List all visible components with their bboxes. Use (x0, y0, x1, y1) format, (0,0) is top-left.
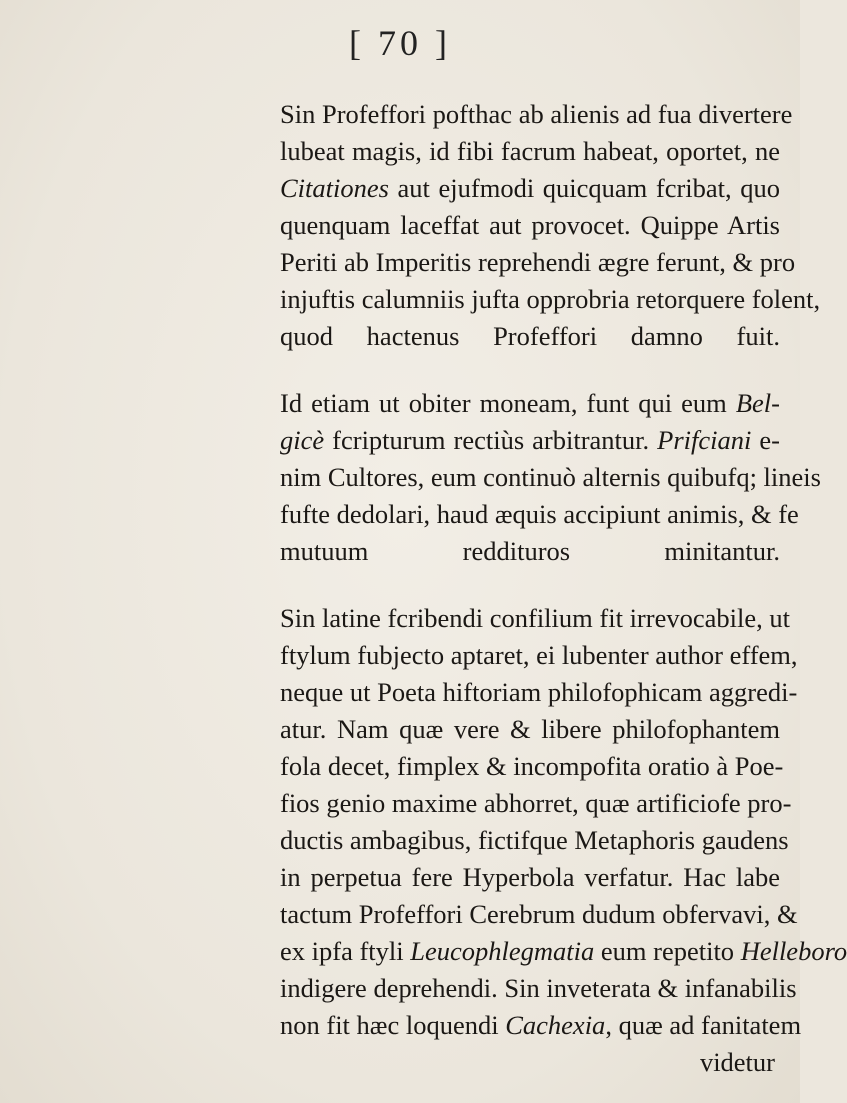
text-run: ex ipfa ftyli (280, 936, 411, 966)
italic-text: Citationes (280, 173, 389, 203)
text-line (280, 896, 798, 933)
text-run: non fit hæc loquendi (280, 1010, 506, 1040)
paragraph (280, 96, 821, 355)
text-run: neque ut Poeta hiftoriam philofophicam aggredi- (280, 677, 798, 707)
text-line (280, 785, 792, 822)
text-run: Periti ab Imperitis reprehendi ægre ferunt, & pro (280, 247, 796, 277)
text-line (280, 459, 821, 496)
text-run: Id etiam ut obiter moneam, funt qui eum (280, 388, 736, 418)
text-run: indigere deprehendi. Sin inveterata & infanabilis (280, 973, 797, 1003)
text-line (280, 933, 847, 970)
italic-text: gicè (280, 425, 325, 455)
text-run: fios genio maxime abhorret, quæ artificiofe pro- (280, 788, 792, 818)
text-run: Sin latine fcribendi confilium fit irrevocabile, ut (280, 603, 790, 633)
text-run: , quæ ad fanitatem (605, 1010, 802, 1040)
text-line (280, 859, 780, 896)
text-line (280, 385, 780, 422)
text-line (280, 600, 790, 637)
text-run: injuftis calumniis jufta opprobria retorquere folent, (280, 284, 821, 314)
text-line (280, 281, 821, 318)
text-run: fufte dedolari, haud æquis accipiunt animis, & fe (280, 499, 799, 529)
text-run: mutuum reddituros minitantur. (280, 536, 780, 566)
text-line (280, 96, 793, 133)
text-line (280, 1007, 802, 1044)
italic-text: Bel- (735, 388, 780, 418)
text-line (280, 533, 780, 570)
body-text (280, 96, 847, 1081)
text-run: ftylum fubjecto aptaret, ei lubenter author effem, (280, 640, 798, 670)
text-line (280, 318, 780, 355)
text-line (280, 133, 780, 170)
text-run: nim Cultores, eum continuò alternis quibufq; lineis (280, 462, 821, 492)
italic-text: Cachexia (505, 1010, 606, 1040)
text-run: aut ejufmodi quicquam fcribat, quo (388, 173, 780, 203)
text-run: Sin Profeffori pofthac ab alienis ad fua divertere (280, 99, 793, 129)
catchword: videtur (699, 1047, 775, 1077)
text-run: tactum Profeffori Cerebrum dudum obfervavi, & (280, 899, 798, 929)
paragraph-gap (280, 355, 780, 385)
text-line (280, 244, 796, 281)
text-run: eum repetito (594, 936, 741, 966)
text-line (280, 674, 798, 711)
text-line (280, 496, 799, 533)
text-line (280, 637, 798, 674)
text-line (280, 170, 780, 207)
text-run: in perpetua fere Hyperbola verfatur. Hac labe (280, 862, 780, 892)
text-run: fcripturum rectiùs arbitrantur. (324, 425, 658, 455)
text-line (280, 748, 784, 785)
text-run: fola decet, fimplex & incompofita oratio à Poe- (280, 751, 784, 781)
paragraph-gap (280, 570, 780, 600)
text-run: quod hactenus Profeffori damno fuit. (280, 321, 780, 351)
text-line (280, 711, 780, 748)
paragraph (280, 385, 821, 570)
italic-text: Prifciani (657, 425, 752, 455)
text-run: e- (751, 425, 780, 455)
italic-text: Helleboro (740, 936, 847, 966)
text-run: lubeat magis, id fibi facrum habeat, oportet, ne (280, 136, 780, 166)
text-line (280, 970, 797, 1007)
text-run: atur. Nam quæ vere & libere philofophantem (280, 714, 780, 744)
text-run: quenquam laceffat aut provocet. Quippe Artis (280, 210, 780, 240)
paragraph (280, 600, 847, 1044)
page-number: [ 70 ] (349, 23, 451, 63)
text-line (280, 822, 789, 859)
text-line (280, 422, 780, 459)
italic-text: Leucophlegmatia (410, 936, 595, 966)
text-run: ductis ambagibus, fictifque Metaphoris gaudens (280, 825, 789, 855)
text-line (280, 207, 780, 244)
